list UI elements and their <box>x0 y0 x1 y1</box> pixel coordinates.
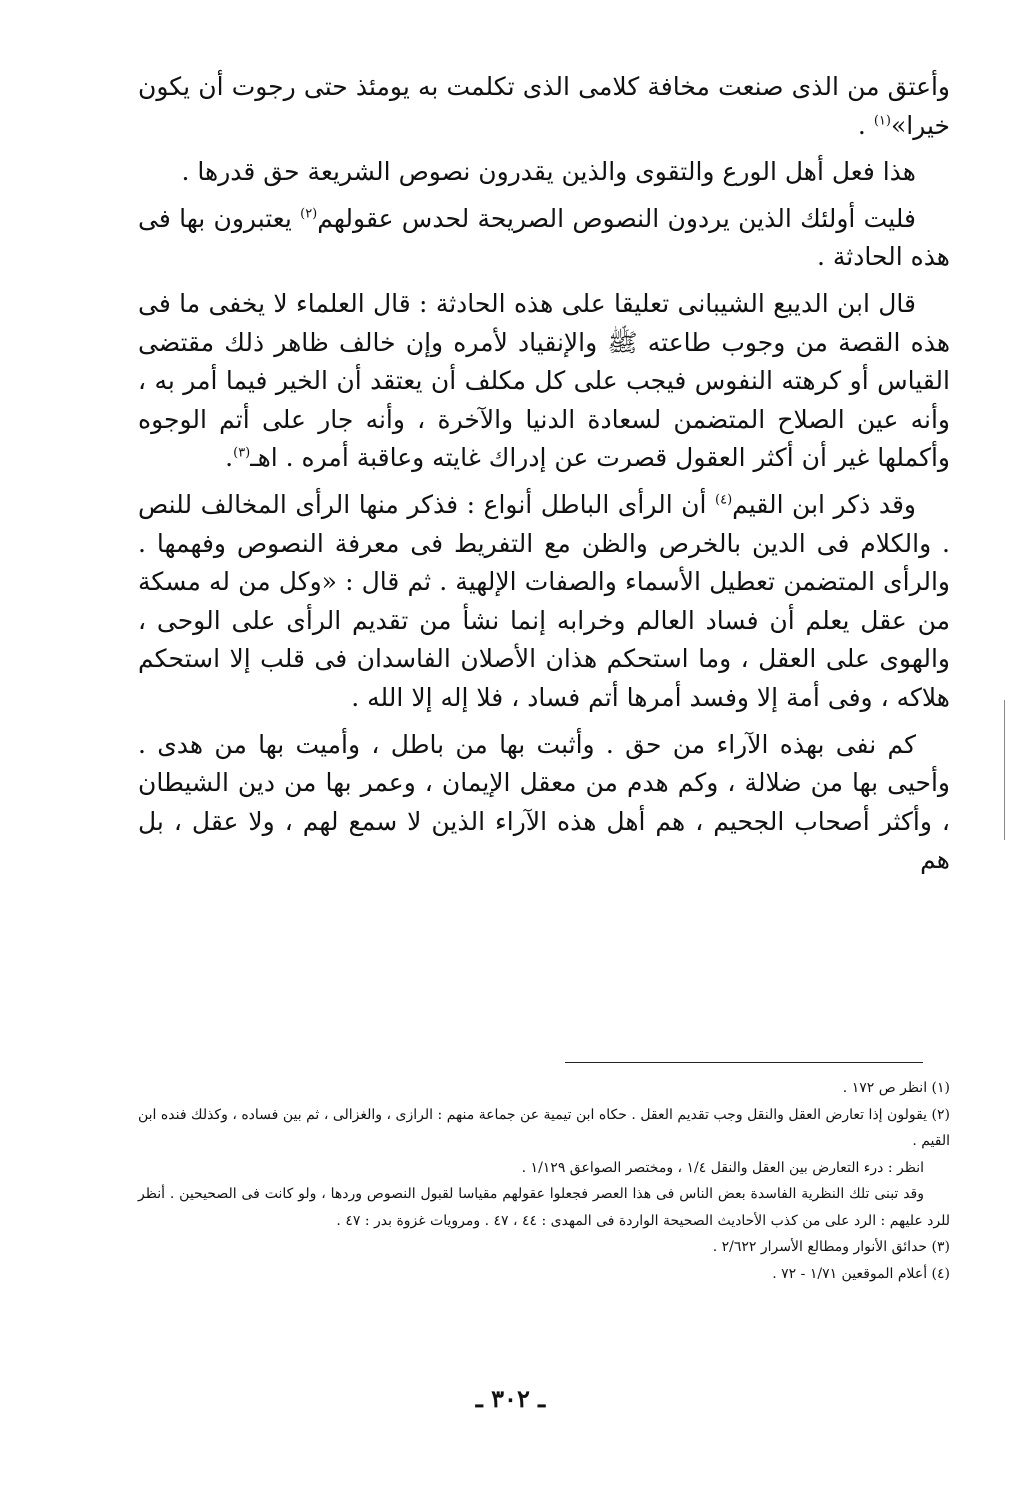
footnote-2-ref-b: وقد تبنى تلك النظرية الفاسدة بعض الناس فى هذا العصر فجعلوا عقولهم مقياسا لقبول النصوص وردها ، ولو كانت فى الصحيحين . أنظر للرد عليهم : الرد على من كذب الأحاديث الصحيحة الواردة فى المهدى : ٤٤ ، ٤٧ . ومرويات غزوة بدر : ٤٧ . <box>138 1186 950 1229</box>
main-body-text <box>138 68 950 888</box>
paragraph-2: هذا فعل أهل الورع والتقوى والذين يقدرون نصوص الشريعة حق قدرها . <box>181 157 916 187</box>
footnote-ref-2[interactable]: (٢) <box>300 206 318 222</box>
paragraph-5: وقد ذكر ابن القيم$^{(٤)}$ أن الرأى الباطل أنواع : فذكر منها الرأى المخالف للنص . والكلام فى الدين بالخرص والظن مع التفريط فى معرفة النصوص وفهمها . والرأى المتضمن تعطيل الأسماء والصفات الإلهية . ثم قال : «وكل من له مسكة من عقل يعلم أن فساد العالم وخرابه إنما نشأ من تقديم الرأى على الوحى ، والهوى على العقل ، وما استحكم هذان الأصلان الفاسدان فى قلب إلا استحكم هلاكه ، وفى أمة إلا وفسد أمرها أتم فساد ، فلا إله إلا الله . <box>138 489 951 712</box>
footnote-ref-3[interactable]: (٣) <box>233 446 251 462</box>
page-number: ـ ٣٠٢ ـ <box>475 1384 546 1413</box>
footnote-ref-4[interactable]: (٤) <box>715 492 733 508</box>
paragraph-1: وأعتق من الذى صنعت مخافة كلامى الذى تكلمت به يومئذ حتى رجوت أن يكون خيرا»$^{(١)}$ . <box>138 72 950 140</box>
paragraph-4: قال ابن الديبع الشيبانى تعليقا على هذه الحادثة : قال العلماء لا يخفى ما فى هذه القصة من وجوب طاعته ﷺ والإنقياد لأمره وإن خالف ظاهر ذلك مقتضى القياس أو كرهته النفوس فيجب على كل مكلف أن يعتقد أن الخير فيما أمر به ، وأنه عين الصلاح المتضمن لسعادة الدنيا والآخرة ، وأنه جار على أتم الوجوه وأكملها غير أن أكثر العقول قصرت عن إدراك غايته وعاقبة أمره . اهـ$^{(٣)}$. <box>138 288 950 473</box>
footnotes-section <box>138 1075 950 1287</box>
paragraph-6: كم نفى بهذه الآراء من حق . وأثبت بها من باطل ، وأميت بها من هدى . وأحيى بها من ضلالة ، وكم هدم من معقل الإيمان ، وعمر بها من دين الشيطان ، وأكثر أصحاب الجحيم ، هم أهل هذه الآراء الذين لا سمع لهم ، ولا عقل ، بل هم <box>138 729 951 875</box>
scan-margin-line <box>1004 700 1005 840</box>
footnote-ref-1[interactable]: (١) <box>873 113 891 129</box>
footnote-2-ref-a: انظر : درء التعارض بين العقل والنقل ١/٤ ، ومختصر الصواعق ١/١٢٩ . <box>521 1159 924 1176</box>
paragraph-3: فليت أولئك الذين يردون النصوص الصريحة لحدس عقولهم$^{(٢)}$ يعتبرون بها فى هذه الحادثة . <box>138 203 950 272</box>
footnote-4: (٤) أعلام الموقعين ١/٧١ - ٧٢ . <box>772 1265 950 1282</box>
footnote-2: (٢) يقولون إذا تعارض العقل والنقل وجب تقديم العقل . حكاه ابن تيمية عن جماعة منهم : الرازى ، والغزالى ، ثم بين فساده ، وكذلك فنده ابن القيم . <box>138 1106 950 1149</box>
footnote-1: (١) انظر ص ١٧٢ . <box>842 1080 950 1096</box>
footnote-3: (٣) حدائق الأنوار ومطالع الأسرار ٢/٦٢٢ . <box>712 1239 950 1255</box>
footnote-divider <box>565 1062 923 1063</box>
